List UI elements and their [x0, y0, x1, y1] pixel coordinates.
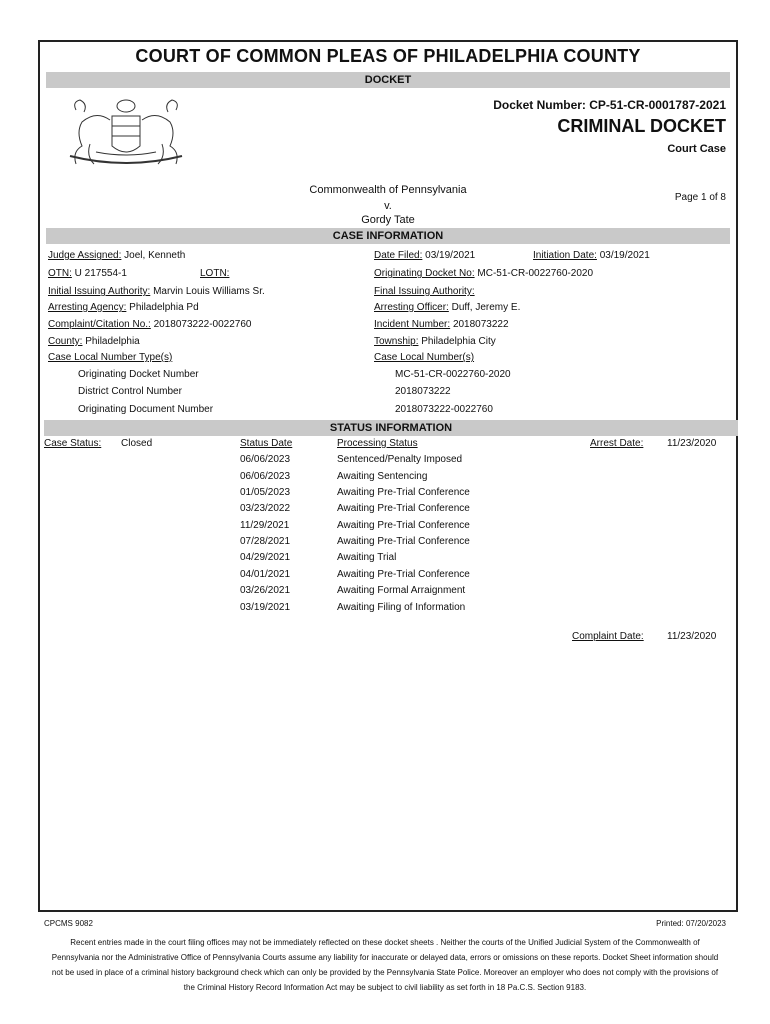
initiation-date-field: Initiation Date: 03/19/2021	[533, 250, 650, 261]
township-field: Township: Philadelphia City	[374, 336, 496, 347]
status-date: 01/05/2023	[240, 487, 291, 498]
status-date: 06/06/2023	[240, 454, 291, 465]
processing-status: Awaiting Pre-Trial Conference	[337, 503, 470, 514]
processing-status: Awaiting Formal Arraignment	[337, 585, 466, 596]
local-number-type: District Control Number	[78, 386, 182, 397]
date-filed-field: Date Filed: 03/19/2021	[374, 250, 476, 261]
processing-status: Awaiting Pre-Trial Conference	[337, 520, 470, 531]
processing-status: Awaiting Pre-Trial Conference	[337, 536, 470, 547]
case-kind: Court Case	[667, 143, 726, 155]
form-code: CPCMS 9082	[44, 919, 93, 928]
processing-status: Awaiting Pre-Trial Conference	[337, 569, 470, 580]
arrest-date-value: 11/23/2020	[667, 438, 717, 449]
status-date: 07/28/2021	[240, 536, 291, 547]
case-status-field: Case Status:	[44, 438, 102, 449]
docket-number: Docket Number: CP-51-CR-0001787-2021	[493, 98, 726, 112]
processing-status-header: Processing Status	[337, 438, 418, 449]
coat-of-arms-icon	[56, 94, 196, 176]
local-number-type: Originating Document Number	[78, 404, 214, 415]
arresting-officer-field: Arresting Officer: Duff, Jeremy E.	[374, 302, 521, 313]
complaint-number-field: Complaint/Citation No.: 2018073222-0022760	[48, 319, 252, 330]
status-date-header: Status Date	[240, 438, 293, 449]
incident-number-field: Incident Number: 2018073222	[374, 319, 509, 330]
page-counter: Page 1 of 8	[674, 192, 726, 203]
local-number-header: Case Local Number(s)	[374, 352, 475, 363]
county-field: County: Philadelphia	[48, 336, 140, 347]
local-number: 2018073222-0022760	[395, 404, 493, 415]
caption-defendant: Gordy Tate	[361, 214, 415, 226]
court-title: COURT OF COMMON PLEAS OF PHILADELPHIA COUNTY	[135, 46, 641, 66]
status-date: 03/19/2021	[240, 602, 291, 613]
case-status-value: Closed	[121, 438, 153, 449]
caption-plaintiff: Commonwealth of Pennsylvania	[309, 184, 467, 196]
processing-status: Awaiting Filing of Information	[337, 602, 466, 613]
complaint-date-label: Complaint Date:	[572, 631, 644, 642]
local-number: 2018073222	[395, 386, 451, 397]
docket-bar: DOCKET	[46, 72, 730, 88]
disclaimer-text: Recent entries made in the court filing offices may not be immediately reflected on these docket sheets . Neither the courts of the Unified Judicial System of the Commonwealth of Pennsylvania nor the Administrative Office of Pennsylvania Courts assume any liability for inaccurate or delayed data, errors or omissions on these reports. Docket Sheet information should not be used in place of a criminal history background check which can only be provided by the Pennsylvania State Police. Moreover an employer who does not comply with the provisions of the Criminal History Record Information Act may be subject to civil liability as set forth in 18 Pa.C.S. Section 9183.	[51, 938, 719, 992]
initial-authority-field: Initial Issuing Authority: Marvin Louis Williams Sr.	[48, 286, 265, 297]
caption-v: v.	[384, 200, 392, 212]
originating-docket-field: Originating Docket No: MC-51-CR-0022760-2020	[374, 268, 594, 279]
complaint-date-value: 11/23/2020	[667, 631, 717, 642]
arrest-date-label: Arrest Date:	[590, 438, 644, 449]
local-number-type: Originating Docket Number	[78, 369, 199, 380]
status-date: 04/01/2021	[240, 569, 291, 580]
final-authority-field: Final Issuing Authority:	[374, 286, 475, 297]
processing-status: Awaiting Trial	[337, 552, 397, 563]
status-date: 04/29/2021	[240, 552, 291, 563]
processing-status: Awaiting Sentencing	[337, 471, 428, 482]
judge-field: Judge Assigned: Joel, Kenneth	[48, 250, 186, 261]
case-information-bar: CASE INFORMATION	[46, 228, 730, 244]
printed-date: Printed: 07/20/2023	[656, 919, 726, 928]
local-number: MC-51-CR-0022760-2020	[395, 369, 511, 380]
otn-field: OTN: U 217554-1	[48, 268, 127, 279]
arresting-agency-field: Arresting Agency: Philadelphia Pd	[48, 302, 199, 313]
status-date: 03/26/2021	[240, 585, 291, 596]
status-information-bar: STATUS INFORMATION	[44, 420, 738, 436]
processing-status: Sentenced/Penalty Imposed	[337, 454, 463, 465]
local-number-type-header: Case Local Number Type(s)	[48, 352, 173, 363]
status-date: 06/06/2023	[240, 471, 291, 482]
status-date: 11/29/2021	[240, 520, 290, 531]
status-date: 03/23/2022	[240, 503, 291, 514]
docket-type: CRIMINAL DOCKET	[557, 116, 726, 136]
processing-status: Awaiting Pre-Trial Conference	[337, 487, 470, 498]
lotn-field: LOTN:	[200, 268, 230, 279]
